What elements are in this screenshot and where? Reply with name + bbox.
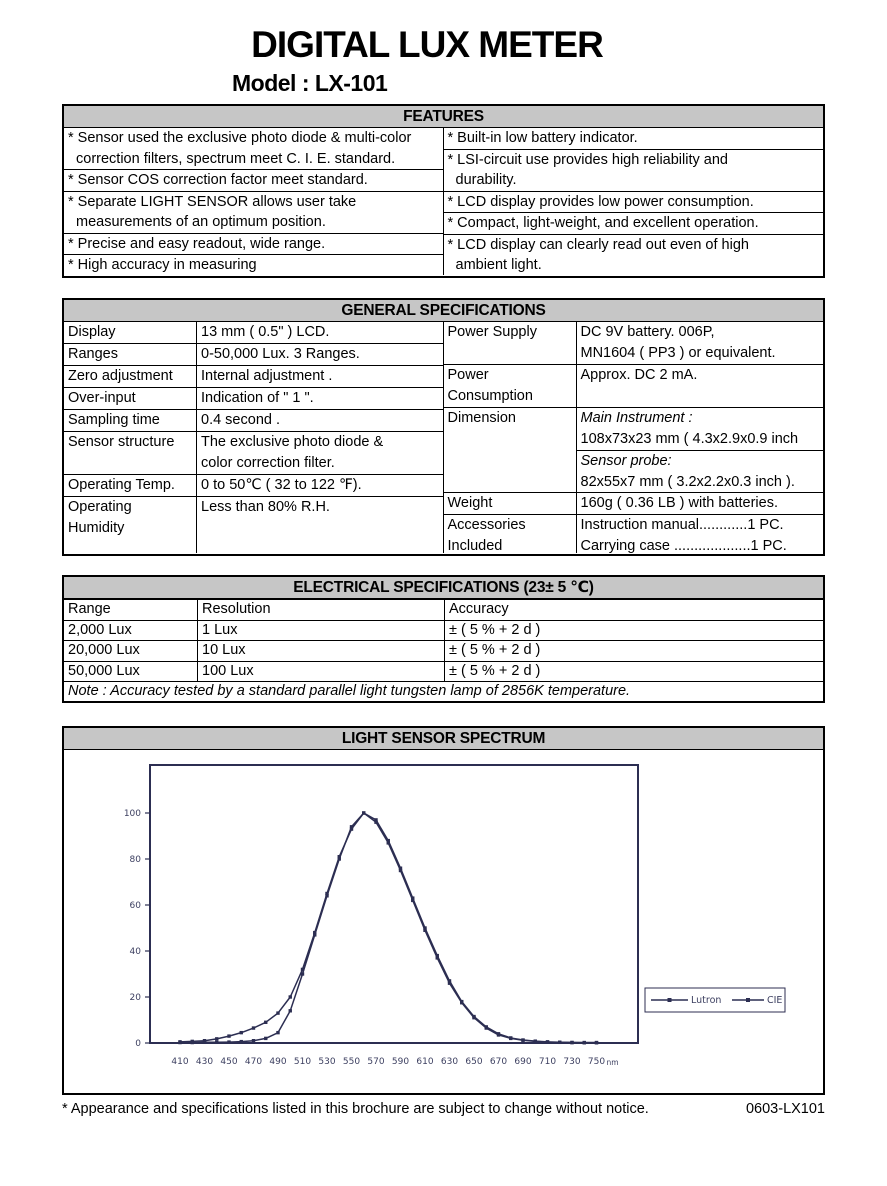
spec-label: Power (447, 367, 489, 383)
spec-row (64, 496, 443, 553)
spec-value: color correction filter. (201, 455, 335, 471)
accuracy-cell: ± ( 5 % + 2 d ) (449, 642, 541, 659)
table-row (64, 640, 823, 661)
feature-line: * Sensor used the exclusive photo diode & multi-color (68, 130, 412, 146)
spec-label: Power Supply (447, 324, 537, 340)
spectrum-header: LIGHT SENSOR SPECTRUM (64, 728, 823, 750)
table-note-row (64, 681, 823, 702)
svg-text:60: 60 (129, 901, 141, 911)
svg-text:410: 410 (171, 1057, 189, 1067)
spec-row (64, 387, 443, 409)
feature-line: * High accuracy in measuring (68, 257, 257, 273)
svg-text:40: 40 (129, 947, 141, 957)
features-right-column (444, 128, 824, 275)
svg-text:570: 570 (367, 1057, 385, 1067)
spec-label: Over-input (68, 390, 136, 406)
feature-line: ambient light. (455, 257, 542, 273)
svg-text:610: 610 (416, 1057, 434, 1067)
range-cell: 2,000 Lux (64, 621, 198, 641)
spec-value: The exclusive photo diode & (201, 434, 384, 450)
document-code: 0603-LX101 (745, 1101, 825, 1117)
resolution-cell: 1 Lux (198, 621, 445, 641)
spec-value: 0.4 second . (201, 412, 280, 428)
column-header: Range (64, 600, 198, 620)
feature-item (64, 128, 443, 169)
spec-value: Approx. DC 2 mA. (580, 367, 698, 383)
svg-text:710: 710 (538, 1057, 557, 1067)
column-header: Resolution (198, 600, 445, 620)
accuracy-note: Note : Accuracy tested by a standard parallel light tungsten lamp of 2856K temperature. (68, 683, 631, 700)
general-specs-table (62, 298, 825, 556)
spec-row (444, 514, 824, 553)
spec-label: Sensor structure (68, 434, 175, 450)
svg-text:430: 430 (195, 1057, 214, 1067)
svg-text:510: 510 (293, 1057, 312, 1067)
spec-value: Carrying case ...................1 PC. (580, 538, 787, 553)
spec-value: Internal adjustment . (201, 368, 333, 384)
spec-label: Consumption (447, 388, 533, 404)
footer-note: * Appearance and specifications listed in this brochure are subject to change without notice. (62, 1101, 649, 1117)
feature-line: * LCD display provides low power consumption. (447, 193, 754, 210)
spec-row (64, 474, 443, 496)
features-left-column (64, 128, 444, 275)
spec-value: 160g ( 0.36 LB ) with batteries. (580, 495, 778, 511)
spec-label: Ranges (68, 346, 118, 362)
spec-row (64, 322, 443, 343)
accuracy-cell: ± ( 5 % + 2 d ) (449, 621, 541, 638)
dimension-group-value: 108x73x23 mm ( 4.3x2.9x0.9 inch (580, 431, 799, 447)
dimension-group-title: Sensor probe: (580, 453, 672, 469)
resolution-cell: 10 Lux (198, 641, 445, 661)
spec-row (64, 343, 443, 365)
spec-label: Weight (447, 495, 493, 511)
spectrum-section (62, 726, 825, 1095)
spec-row (64, 365, 443, 387)
dimension-group-title: Main Instrument : (580, 410, 693, 426)
table-row (64, 620, 823, 641)
feature-item (444, 212, 824, 234)
feature-item (64, 191, 443, 233)
spec-row-dimension (444, 407, 824, 492)
feature-line: * Compact, light-weight, and excellent operation. (447, 215, 759, 231)
svg-text:630: 630 (440, 1057, 459, 1067)
general-left-half (64, 322, 444, 553)
spec-value: Instruction manual............1 PC. (580, 517, 784, 533)
general-specs-body (64, 322, 823, 553)
svg-text:450: 450 (220, 1057, 238, 1067)
spec-label: Display (68, 324, 116, 340)
electrical-specs-header: ELECTRICAL SPECIFICATIONS (23± 5 ℃) (64, 577, 823, 599)
spec-value: Indication of " 1 ". (201, 390, 314, 406)
feature-item (444, 191, 824, 213)
spec-row (444, 322, 824, 364)
feature-item (444, 149, 824, 191)
feature-line: correction filters, spectrum meet C. I. E. standard. (76, 150, 396, 167)
feature-item (64, 254, 443, 275)
svg-text:0: 0 (135, 1039, 141, 1049)
table-row (64, 661, 823, 682)
spec-value: DC 9V battery. 006P, (580, 324, 715, 340)
feature-line: * Sensor COS correction factor meet standard. (68, 172, 368, 188)
spec-label: Operating (68, 499, 132, 515)
svg-text:750: 750 (587, 1057, 606, 1067)
spec-label: Operating Temp. (68, 477, 175, 493)
svg-text:730: 730 (563, 1057, 581, 1067)
svg-text:490: 490 (269, 1057, 287, 1067)
spec-value: Less than 80% R.H. (201, 499, 330, 515)
svg-text:Lutron: Lutron (691, 995, 722, 1006)
spec-row (444, 364, 824, 407)
general-specs-header: GENERAL SPECIFICATIONS (64, 300, 823, 322)
spec-value: 13 mm ( 0.5" ) LCD. (201, 324, 330, 340)
spec-row (64, 431, 443, 474)
features-body (64, 128, 823, 275)
feature-line: measurements of an optimum position. (76, 214, 326, 230)
svg-text:530: 530 (318, 1057, 336, 1067)
feature-line: * Built-in low battery indicator. (447, 130, 638, 146)
electrical-specs-table (62, 575, 825, 703)
spec-value: 0 to 50℃ ( 32 to 122 ℉). (201, 477, 362, 493)
svg-text:20: 20 (129, 993, 141, 1003)
svg-text:690: 690 (514, 1057, 532, 1067)
svg-text:650: 650 (465, 1057, 483, 1067)
svg-text:470: 470 (244, 1057, 263, 1067)
svg-text:nm: nm (606, 1058, 619, 1067)
feature-line: durability. (455, 172, 517, 188)
spec-row (64, 409, 443, 431)
spec-label: Dimension (447, 410, 516, 426)
feature-line: * Precise and easy readout, wide range. (68, 235, 326, 252)
feature-line: * Separate LIGHT SENSOR allows user take (68, 193, 357, 210)
feature-item (444, 128, 824, 149)
svg-text:590: 590 (391, 1057, 410, 1067)
features-table (62, 104, 825, 278)
spec-label: Humidity (68, 520, 125, 536)
accuracy-cell: ± ( 5 % + 2 d ) (449, 662, 541, 679)
range-cell: 20,000 Lux (64, 641, 198, 661)
spec-label: Sampling time (68, 412, 160, 428)
feature-line: * LSI-circuit use provides high reliability and (447, 151, 728, 168)
spec-value: 0-50,000 Lux. 3 Ranges. (201, 346, 360, 362)
spec-row (444, 492, 824, 514)
feature-item (444, 234, 824, 276)
spec-label: Included (447, 538, 503, 553)
resolution-cell: 100 Lux (198, 662, 445, 682)
column-header: Accuracy (449, 601, 509, 617)
electrical-column-headers (64, 599, 823, 620)
range-cell: 50,000 Lux (64, 662, 198, 682)
spec-value: MN1604 ( PP3 ) or equivalent. (580, 345, 776, 361)
feature-item (64, 233, 443, 255)
svg-text:CIE: CIE (767, 995, 783, 1006)
features-header: FEATURES (64, 106, 823, 128)
spectrum-chart (64, 750, 823, 1093)
feature-line: * LCD display can clearly read out even of high (447, 236, 749, 253)
dimension-group-value: 82x55x7 mm ( 3.2x2.2x0.3 inch ). (580, 474, 795, 490)
general-right-half (444, 322, 824, 553)
svg-text:550: 550 (342, 1057, 361, 1067)
svg-text:670: 670 (489, 1057, 508, 1067)
page-title: DIGITAL LUX METER (251, 24, 603, 65)
spec-label: Zero adjustment (68, 368, 173, 384)
svg-text:100: 100 (123, 809, 141, 819)
svg-text:80: 80 (129, 855, 141, 865)
spec-label: Accessories (447, 517, 526, 533)
spectrum-chart-svg (64, 750, 823, 1093)
feature-item (64, 169, 443, 191)
model-subtitle: Model : LX-101 (232, 70, 388, 96)
